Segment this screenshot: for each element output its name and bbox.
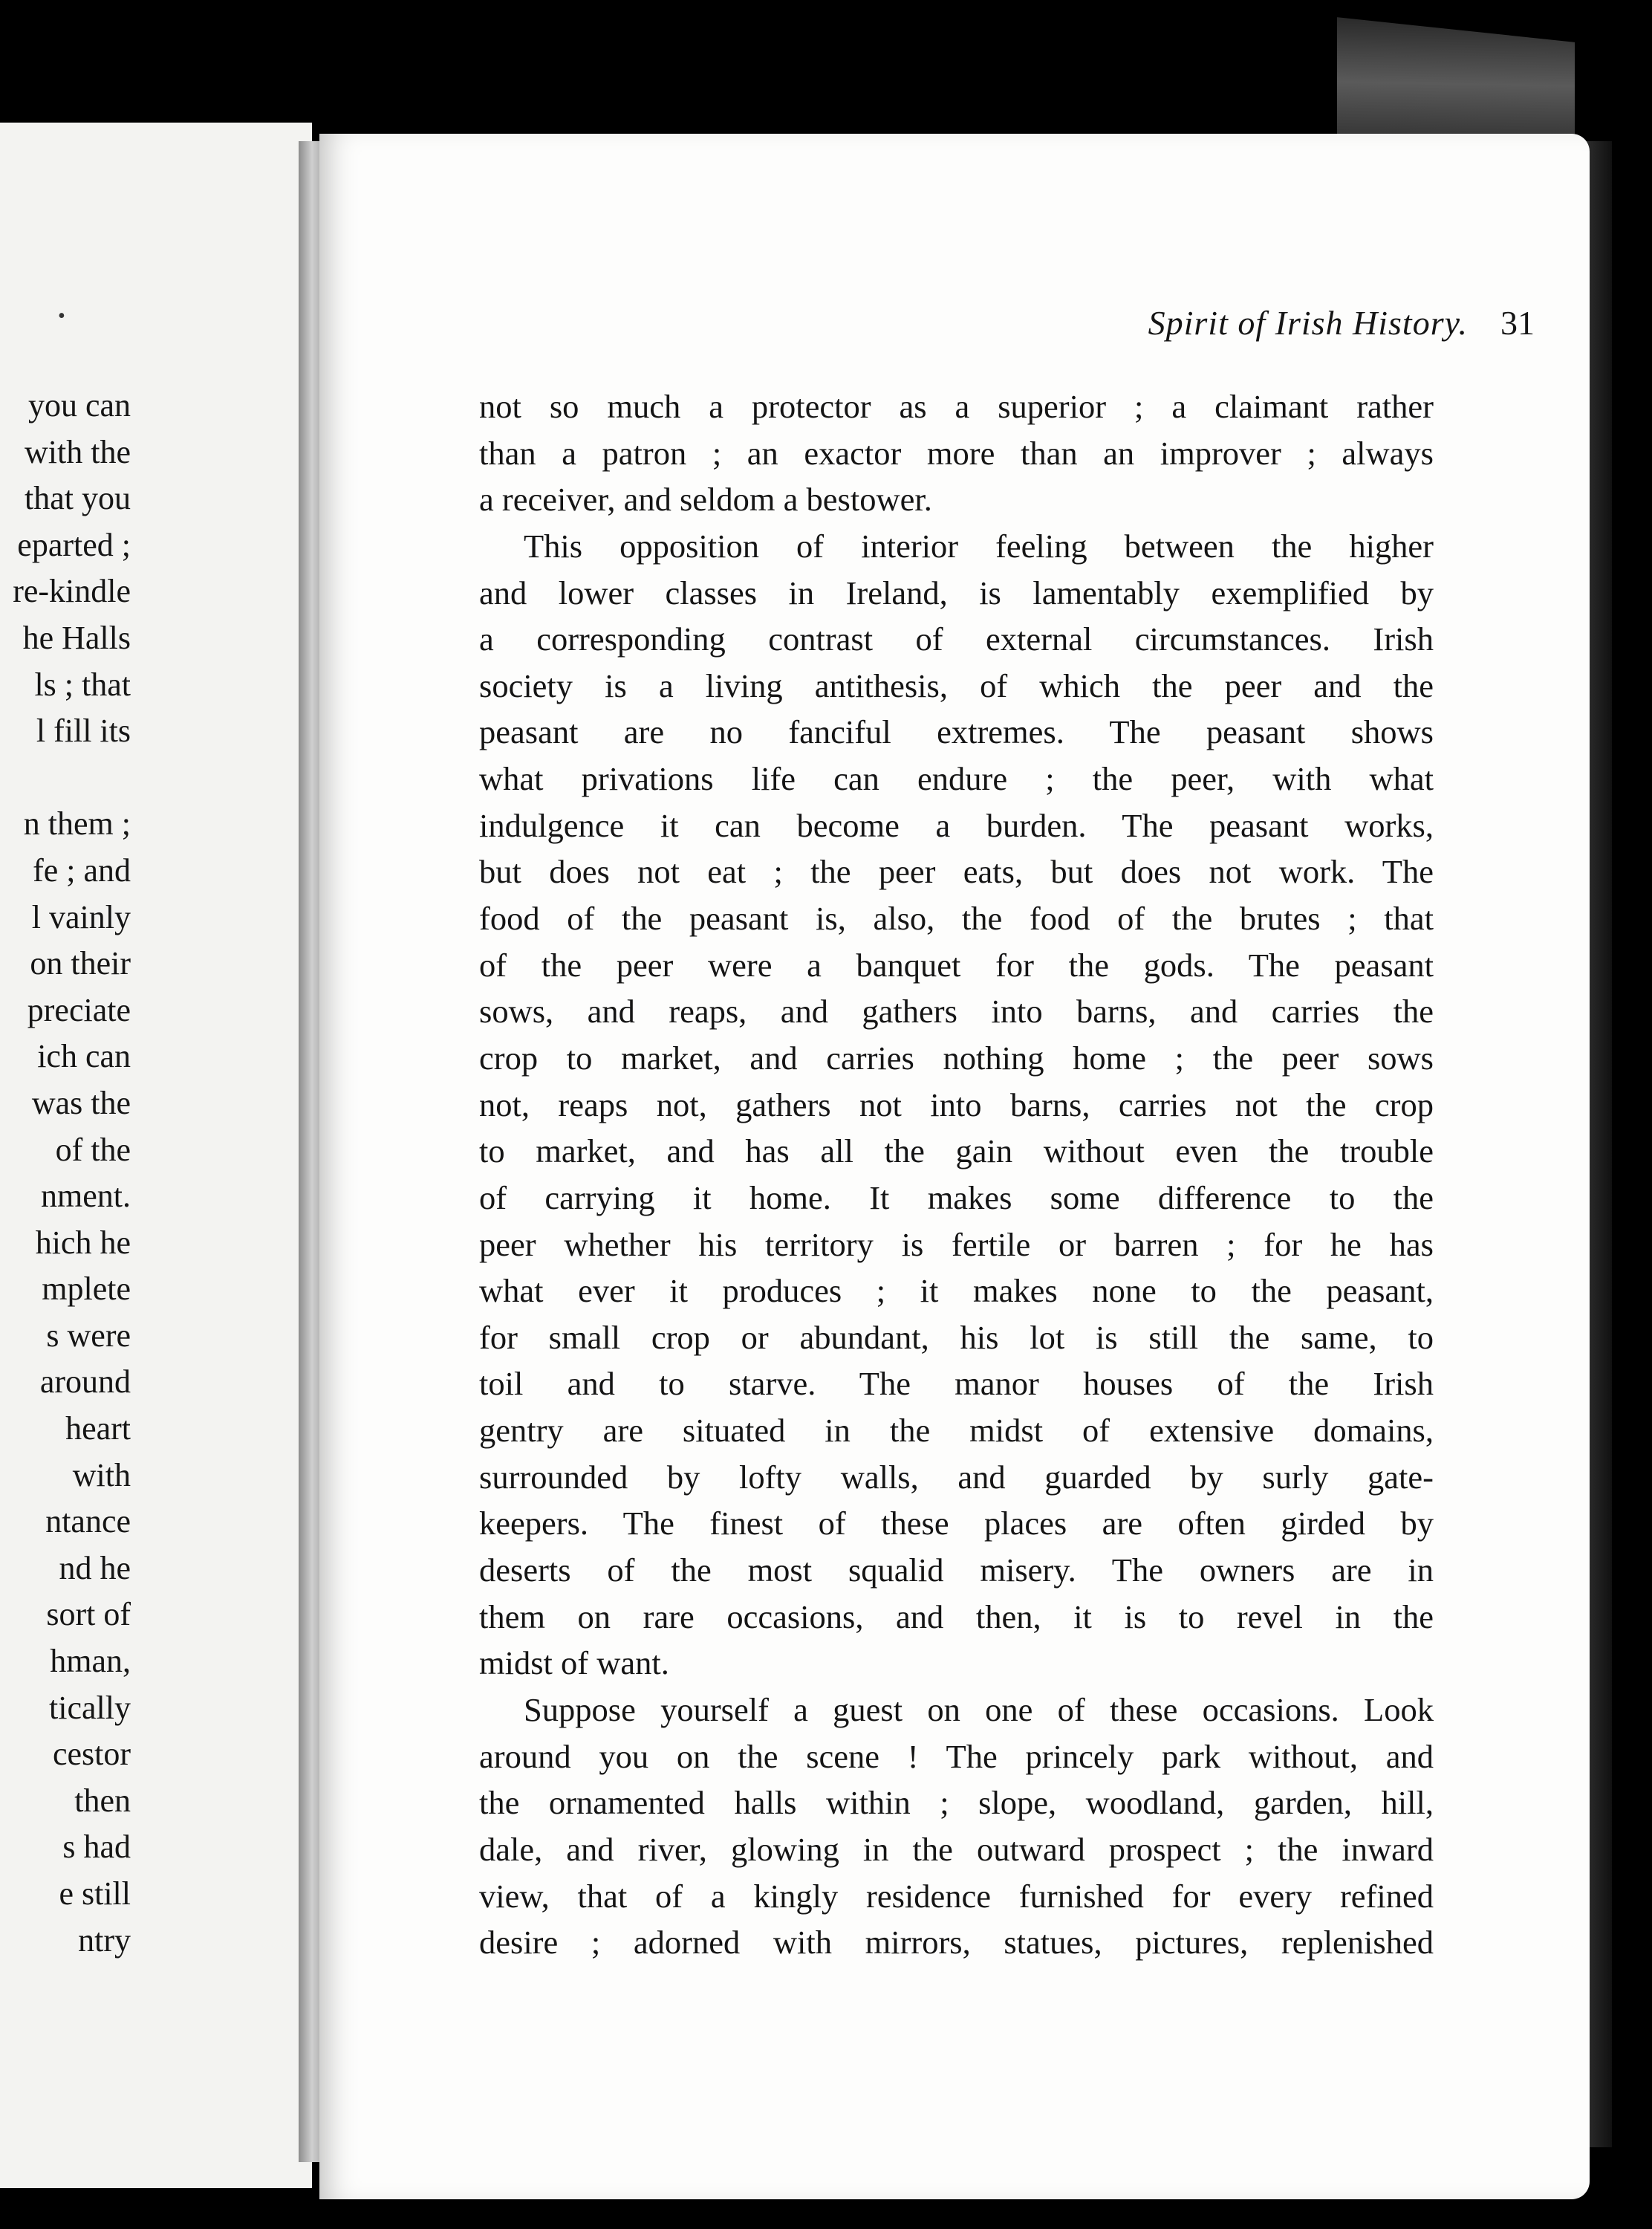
- running-title: Spirit of Irish History.: [1148, 304, 1468, 342]
- facing-page-line: preciate: [27, 991, 131, 1028]
- facing-page-line: eparted ;: [17, 526, 131, 563]
- facing-page-line: then: [74, 1782, 131, 1819]
- facing-page-line: with: [72, 1456, 131, 1493]
- text-line: crop to market, and carries nothing home ; the peer sows: [479, 1039, 1434, 1077]
- text-line: deserts of the most squalid misery. The owners are in: [479, 1551, 1434, 1589]
- facing-page-line: ls ; that: [34, 666, 131, 703]
- facing-page-line: on their: [30, 945, 131, 982]
- text-line: and lower classes in Ireland, is lamentably exemplified by: [479, 574, 1434, 611]
- text-line: but does not eat ; the peer eats, but does not work. The: [479, 853, 1434, 891]
- facing-page-line: was the: [31, 1084, 131, 1121]
- facing-page-line: e still: [59, 1875, 131, 1912]
- facing-page-line: ntry: [78, 1921, 131, 1959]
- text-line: a receiver, and seldom a bestower.: [479, 481, 932, 519]
- text-line: a corresponding contrast of external circumstances. Irish: [479, 620, 1434, 658]
- text-line: gentry are situated in the midst of extensive domains,: [479, 1412, 1434, 1450]
- facing-page-line: tically: [49, 1689, 131, 1726]
- book-page: [319, 134, 1590, 2199]
- facing-page-line: l fill its: [36, 713, 131, 750]
- paragraph: [479, 383, 1434, 523]
- facing-page-line: s were: [46, 1317, 131, 1354]
- paragraph: [479, 1687, 1434, 1966]
- facing-page-line: nd he: [59, 1549, 131, 1586]
- facing-page-line: re-kindle: [13, 573, 131, 610]
- facing-page-line: nment.: [41, 1178, 131, 1215]
- facing-page-line: n them ;: [23, 805, 131, 843]
- text-line: midst of want.: [479, 1644, 669, 1682]
- facing-page-line: hman,: [50, 1643, 131, 1680]
- text-line: dale, and river, glowing in the outward prospect ; the inward: [479, 1830, 1434, 1868]
- facing-page-line: hich he: [35, 1224, 131, 1261]
- text-line: keepers. The finest of these places are often girded by: [479, 1505, 1434, 1542]
- text-line: for small crop or abundant, his lot is still the same, to: [479, 1318, 1434, 1356]
- text-line: toil and to starve. The manor houses of the Irish: [479, 1365, 1434, 1403]
- facing-page-line: of the: [55, 1131, 131, 1168]
- text-line: the ornamented halls within ; slope, woodland, garden, hill,: [479, 1784, 1434, 1822]
- text-line: them on rare occasions, and then, it is to revel in the: [479, 1597, 1434, 1635]
- facing-page-line: heart: [65, 1410, 131, 1447]
- paragraph: [479, 523, 1434, 1687]
- body-text: [479, 383, 1434, 1966]
- text-line: of the peer were a banquet for the gods. The peasant: [479, 946, 1434, 984]
- text-line: what privations life can endure ; the peer, with what: [479, 760, 1434, 798]
- facing-page-line: mplete: [42, 1271, 131, 1308]
- text-line: surrounded by lofty walls, and guarded by surly gate-: [479, 1458, 1434, 1496]
- text-line: than a patron ; an exactor more than an improver ; always: [479, 434, 1434, 472]
- text-line: food of the peasant is, also, the food of the brutes ; that: [479, 900, 1434, 938]
- text-line: not so much a protector as a superior ; a claimant rather: [479, 388, 1434, 425]
- text-line: society is a living antithesis, of which the peer and the: [479, 666, 1434, 704]
- facing-page-line: sort of: [46, 1596, 131, 1633]
- facing-page-text: [0, 383, 131, 1964]
- text-line: around you on the scene ! The princely park without, and: [479, 1737, 1434, 1775]
- facing-page-line: he Halls: [22, 619, 131, 656]
- facing-page-line: l vainly: [31, 898, 131, 935]
- facing-page-line: you can: [27, 387, 131, 424]
- text-line: view, that of a kingly residence furnished for every refined: [479, 1877, 1434, 1915]
- facing-page-line: [0, 755, 131, 802]
- text-line: what ever it produces ; it makes none to the peasant,: [479, 1272, 1434, 1310]
- facing-page-line: with the: [25, 433, 131, 470]
- facing-page-line: s had: [62, 1829, 131, 1866]
- text-line: of carrying it home. It makes some difference to the: [479, 1178, 1434, 1216]
- facing-page-line: around: [39, 1363, 131, 1401]
- text-line: Suppose yourself a guest on one of these occasions. Look: [524, 1690, 1434, 1728]
- facing-page-left: [0, 123, 312, 2188]
- facing-page-line: that you: [25, 480, 131, 517]
- facing-page-line: fe ; and: [33, 851, 131, 889]
- text-line: desire ; adorned with mirrors, statues, pictures, replenished: [479, 1924, 1434, 1962]
- facing-page-line: ntance: [45, 1503, 131, 1540]
- text-line: indulgence it can become a burden. The peasant works,: [479, 806, 1434, 844]
- text-line: peasant are no fanciful extremes. The peasant shows: [479, 713, 1434, 751]
- text-line: peer whether his territory is fertile or barren ; for he has: [479, 1225, 1434, 1263]
- ink-speck: •: [58, 305, 65, 328]
- text-line: This opposition of interior feeling between the higher: [524, 527, 1434, 565]
- text-line: to market, and has all the gain without even the trouble: [479, 1132, 1434, 1170]
- text-line: not, reaps not, gathers not into barns, carries not the crop: [479, 1086, 1434, 1123]
- page-number: 31: [1500, 304, 1535, 342]
- facing-page-line: ich can: [37, 1038, 131, 1075]
- text-line: sows, and reaps, and gathers into barns, and carries the: [479, 993, 1434, 1031]
- facing-page-line: cestor: [52, 1736, 131, 1773]
